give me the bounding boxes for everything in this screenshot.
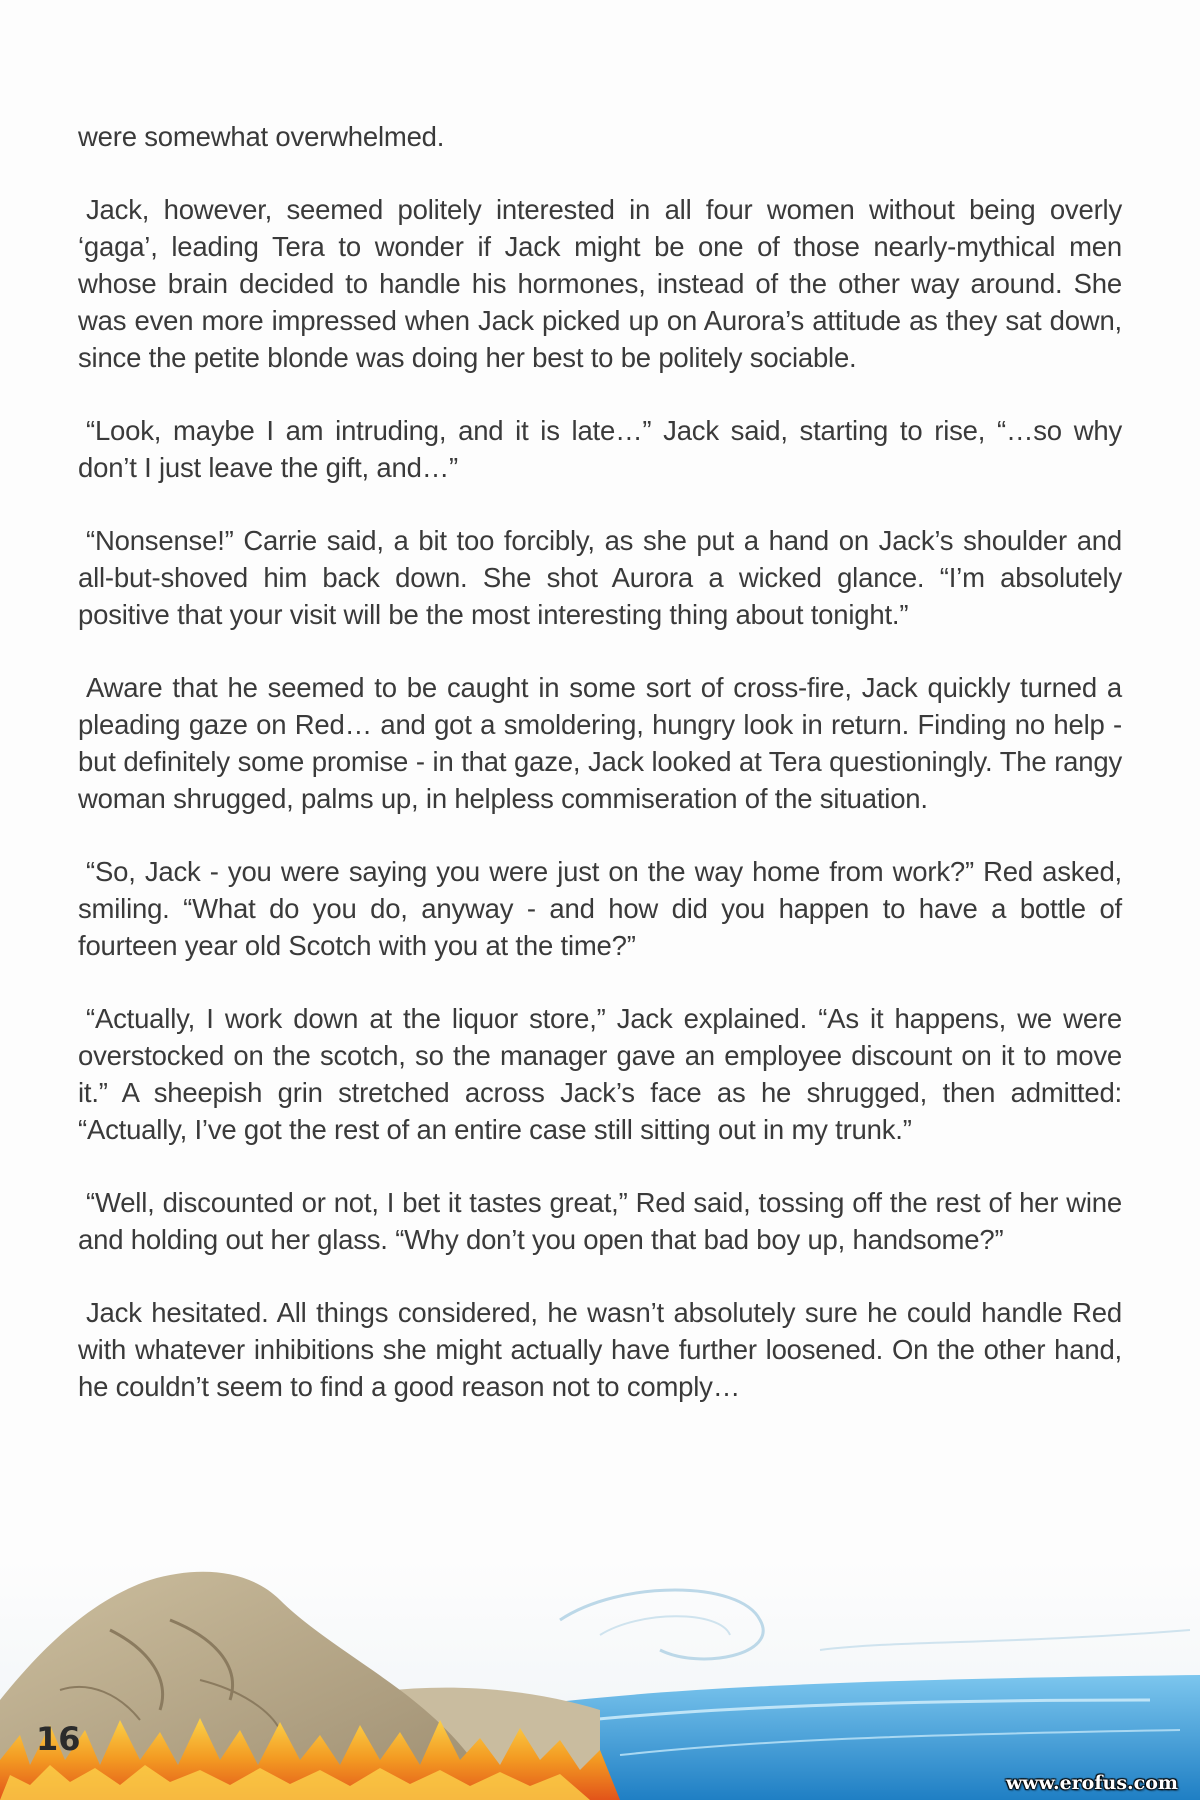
story-text [78, 118, 1122, 1441]
paragraph: “Actually, I work down at the liquor store,” Jack explained. “As it happens, we were overstocked on the scotch, so the manager gave an employee discount on it to move it.” A sheepish grin stretched across Jack’s face as he shrugged, then admitted: “Actually, I’ve got the rest of an entire case still sitting out in my trunk.” [78, 1003, 1122, 1145]
paragraph: Jack hesitated. All things considered, he wasn’t absolutely sure he could handle Red with whatever inhibitions she might actually have further loosened. On the other hand, he couldn’t seem to find a good reason not to comply… [78, 1297, 1122, 1402]
paragraph: “Nonsense!” Carrie said, a bit too forcibly, as she put a hand on Jack’s shoulder and all-but-shoved him back down. She shot Aurora a wicked glance. “I’m absolutely positive that your visit will be the most interesting thing about tonight.” [78, 525, 1122, 630]
paragraph: were somewhat overwhelmed. [78, 121, 445, 152]
paragraph: “Look, maybe I am intruding, and it is late…” Jack said, starting to rise, “…so why don’t I just leave the gift, and…” [78, 415, 1122, 483]
paragraph: “Well, discounted or not, I bet it tastes great,” Red said, tossing off the rest of her wine and holding out her glass. “Why don’t you open that bad boy up, handsome?” [78, 1187, 1122, 1255]
watermark: www.erofus.com [1005, 1772, 1178, 1794]
page-number: 16 [36, 1720, 81, 1758]
paragraph: Jack, however, seemed politely interested in all four women without being overly ‘gaga’, leading Tera to wonder if Jack might be one of those nearly-mythical men whose brain decided to handle his hormones, instead of the other way around. She was even more impressed when Jack picked up on Aurora’s attitude as they sat down, since the petite blonde was doing her best to be politely sociable. [78, 194, 1122, 373]
footer-illustration [0, 1560, 1200, 1800]
paragraph: “So, Jack - you were saying you were just on the way home from work?” Red asked, smiling. “What do you do, anyway - and how did you happen to have a bottle of fourteen year old Scotch with you at the time?” [78, 856, 1122, 961]
paragraph: Aware that he seemed to be caught in some sort of cross-fire, Jack quickly turned a pleading gaze on Red… and got a smoldering, hungry look in return. Finding no help - but definitely some promise - in that gaze, Jack looked at Tera questioningly. The rangy woman shrugged, palms up, in helpless commiseration of the situation. [78, 672, 1122, 814]
